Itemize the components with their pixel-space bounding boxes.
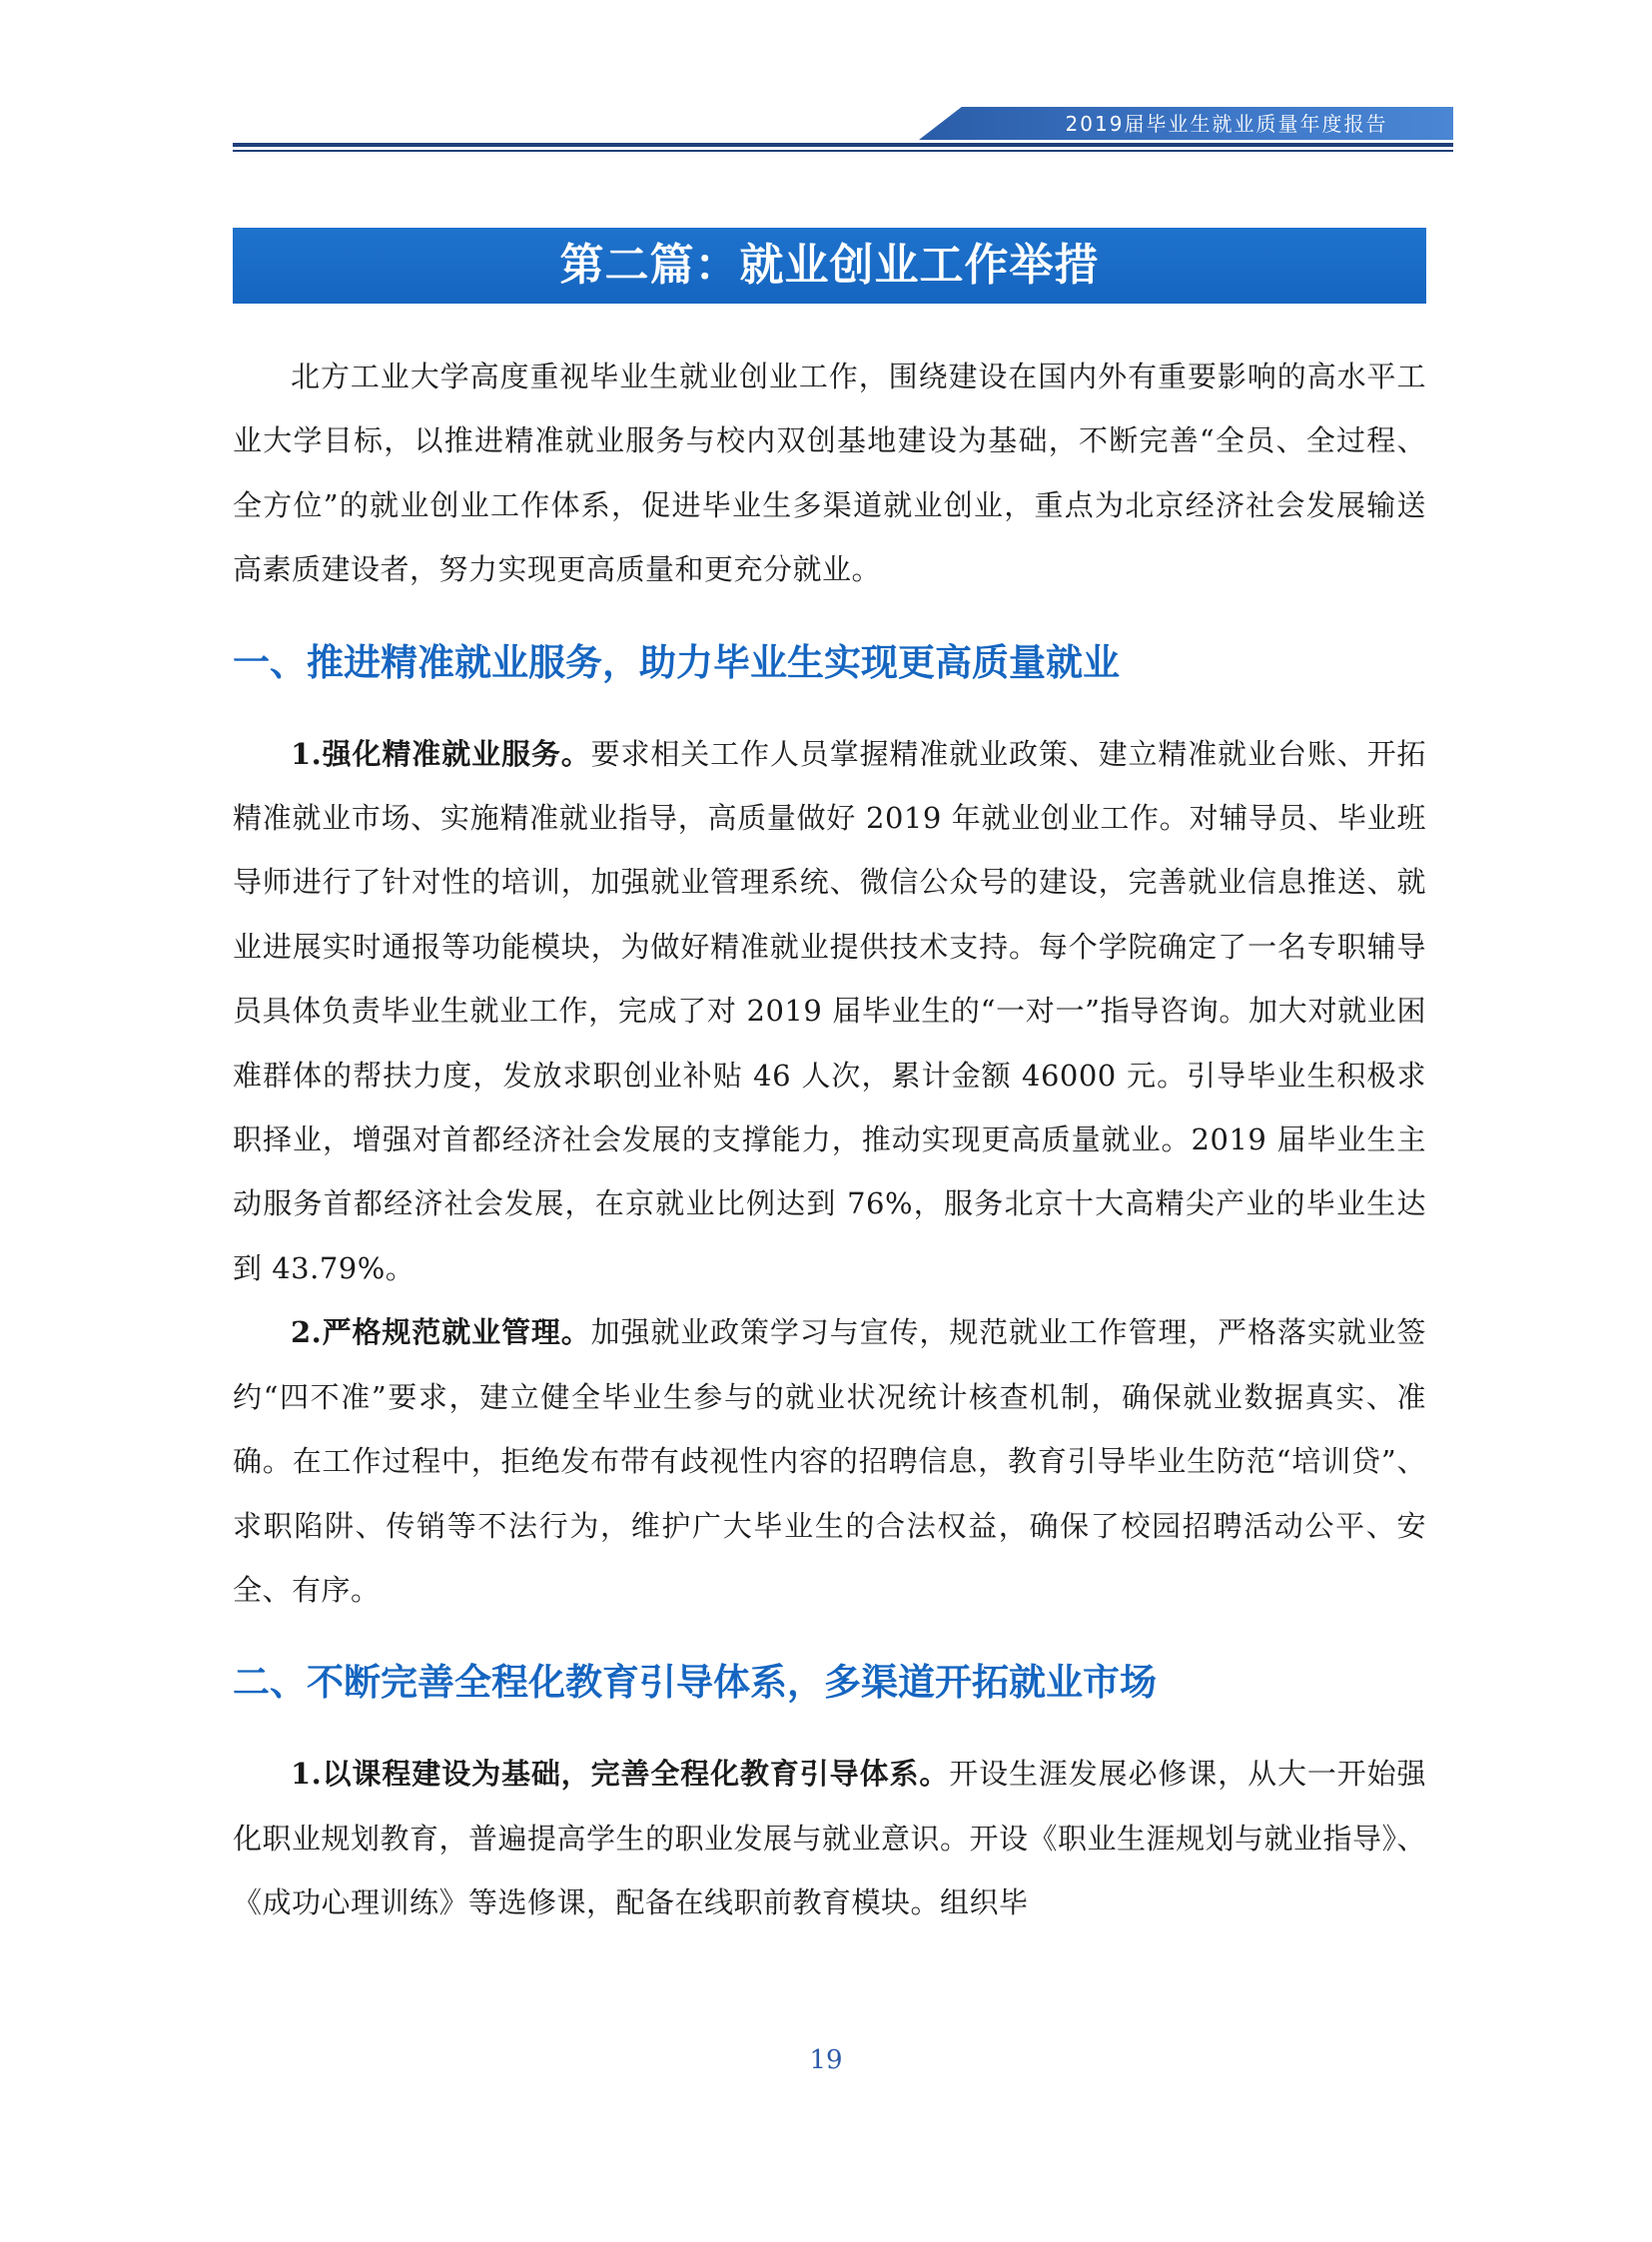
section-1-heading: 一、推进精准就业服务，助力毕业生实现更高质量就业: [233, 640, 1120, 684]
paragraph-text: 要求相关工作人员掌握精准就业政策、建立精准就业台账、开拓精准就业市场、实施精准就业指导，高质量做好 2019 年就业创业工作。对辅导员、毕业班导师进行了针对性的培训，加强就业管理系统、微信公众号的建设，完善就业信息推送、就业进展实时通报等功能模块，为做好精准就业提供技术支持。每个学院确定了一名专职辅导员具体负责毕业生就业工作，完成了对 2019 届毕业生的“一对一”指导咨询。加大对就业困难群体的帮扶力度，发放求职创业补贴 46 人次，累计金额 46000 元。引导毕业生积极求职择业，增强对首都经济社会发展的支撑能力，推动实现更高质量就业。2019 届毕业生主动服务首都经济社会发展，在京就业比例达到 76%，服务北京十大高精尖产业的毕业生达到 43.79%。: [233, 736, 1426, 1285]
paragraph-text: 开设生涯发展必修课，从大一开始强化职业规划教育，普遍提高学生的职业发展与就业意识。开设《职业生涯规划与就业指导》、《成功心理训练》等选修课，配备在线职前教育模块。组织毕: [233, 1757, 1427, 1920]
page-number: 19: [809, 2045, 843, 2075]
chapter-title: 第二篇：就业创业工作举措: [233, 228, 1426, 304]
report-title: 2019届毕业生就业质量年度报告: [1065, 112, 1388, 136]
header-rule-thin: [233, 150, 1453, 152]
page-content: [233, 345, 1426, 1935]
section-2-heading: 二、不断完善全程化教育引导体系，多渠道开拓就业市场: [233, 1661, 1157, 1705]
paragraph-lead: 2.严格规范就业管理。: [291, 1315, 591, 1350]
intro-paragraph: 北方工业大学高度重视毕业生就业创业工作，围绕建设在国内外有重要影响的高水平工业大学目标，以推进精准就业服务与校内双创基地建设为基础，不断完善“全员、全过程、全方位”的就业创业工作体系，促进毕业生多渠道就业创业，重点为北京经济社会发展输送高素质建设者，努力实现更高质量和更充分就业。: [233, 360, 1426, 587]
paragraph-text: 加强就业政策学习与宣传，规范就业工作管理，严格落实就业签约“四不准”要求，建立健全毕业生参与的就业状况统计核查机制，确保就业数据真实、准确。在工作过程中，拒绝发布带有歧视性内容的招聘信息，教育引导毕业生防范“培训贷”、求职陷阱、传销等不法行为，维护广大毕业生的合法权益，确保了校园招聘活动公平、安全、有序。: [233, 1315, 1426, 1607]
header-rule-thick: [233, 143, 1453, 147]
paragraph-lead: 1.以课程建设为基础，完善全程化教育引导体系。: [291, 1757, 950, 1792]
paragraph-lead: 1.强化精准就业服务。: [291, 736, 591, 771]
section-2-paragraph-1: [233, 1742, 1426, 1934]
section-1-paragraph-2: [233, 1300, 1426, 1622]
section-1-paragraph-1: [233, 722, 1426, 1301]
